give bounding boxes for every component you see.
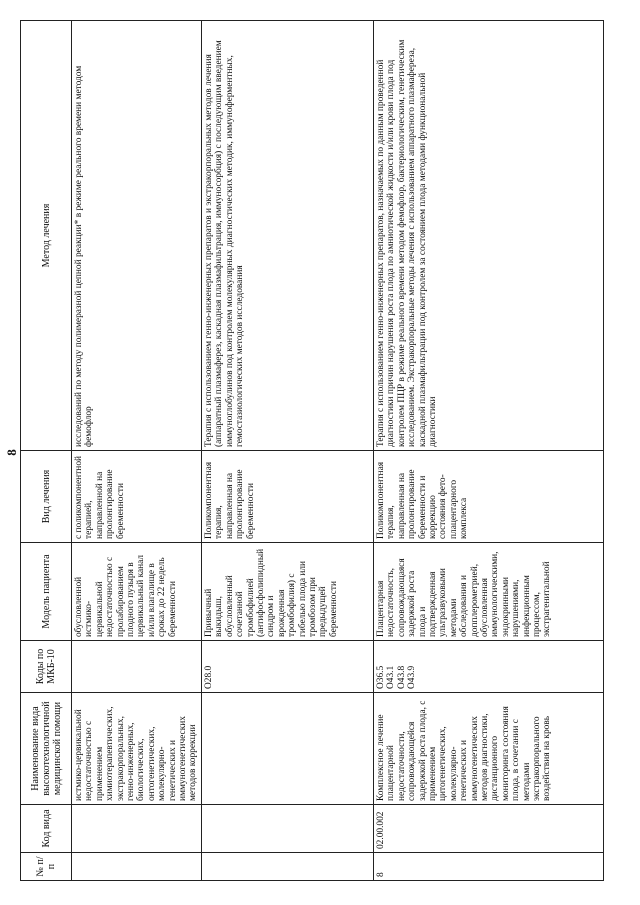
cell-treatment-type: Поликомпонентная терапия, направленная на пролонгирование беременности и коррекцию состояния фето-плацентарного комплекса <box>373 451 603 543</box>
page-number: 8 <box>4 449 19 456</box>
treatment-table <box>20 20 604 881</box>
cell-icd-codes: O36.5 O43.1 O43.8 O43.9 <box>373 641 603 693</box>
header-row <box>21 21 72 881</box>
cell-care-type <box>201 693 373 805</box>
table-row <box>72 21 202 881</box>
col-header-patient-model: Модель пациента <box>21 543 72 641</box>
cell-care-type: Комплексное лечение плацентарной недостаточности, сопровождающейся задержкой роста плода, с применением цитогенетических, молекулярно-генетических и иммуногенетических методов диагностики, дистанционного мониторинга состояния плода, в сочетании с методами экстракорпорального воздействия на кровь <box>373 693 603 805</box>
col-header-treatment-type: Вид лечения <box>21 451 72 543</box>
cell-treatment-method: исследований по методу полимеразной цепной реакции* в режиме реального времени методом фемофлор <box>72 21 202 451</box>
cell-treatment-type: Поликомпонентная терапия, направленная на пролонгирование беременности <box>201 451 373 543</box>
table-row <box>373 21 603 881</box>
cell-patient-model: Привычный выкидыш, обусловленный сочетанной тромбофилией (антифосфолипидный синдром и врожденная тромбофилия) с гибелью плода или тромбозом при предыдущей беременности <box>201 543 373 641</box>
cell-code: 02.00.002 <box>373 805 603 853</box>
col-header-icd-codes: Коды по МКБ-10 <box>21 641 72 693</box>
cell-number: 8 <box>373 853 603 881</box>
table-row <box>201 21 373 881</box>
cell-icd-codes: O28.0 <box>201 641 373 693</box>
cell-treatment-method: Терапия с использованием генно-инженерных препаратов и экстракорпоральных методов лечения (аппаратный плазмаферез, каскадная плазмафильтрация, иммуносорбция) с последующим введением иммуноглобулинов под контролем молекулярных диагностических методик, иммуноферментных, гемостазиологических методов исследования <box>201 21 373 451</box>
cell-number <box>201 853 373 881</box>
cell-patient-model: обусловленной истмико-цервикальной недостаточностью с пролабированием плодного пузыря в цервикальный канал и/или влагалище в сроках до 22 недель беременности <box>72 543 202 641</box>
col-header-number: № п/п <box>21 853 72 881</box>
cell-number <box>72 853 202 881</box>
cell-treatment-type: с поликомпонентной терапией, направленной на пролонгирование беременности <box>72 451 202 543</box>
cell-care-type: истмико-цервикальной недостаточностью с применением химиотерапевтических, экстракорпоральных, генно-инженерных, биологических, онтогенетических, молекулярно-генетических и иммуногенетических методов коррекции <box>72 693 202 805</box>
cell-code <box>201 805 373 853</box>
col-header-treatment-method: Метод лечения <box>21 21 72 451</box>
cell-treatment-method: Терапия с использованием генно-инженерных препаратов, назначаемых по данным проведенной диагностики причин нарушения роста плода по амниотической жидкости и/или крови плода под контролем ПЦР в режиме реального времени методом фемофлор, бактериологическим, генетическим исследованием. Экстракорпоральные методы лечения с использованием аппаратного плазмафереза, каскадной плазмафильтрации под контролем за состоянием плода методами функциональной диагностики <box>373 21 603 451</box>
cell-icd-codes <box>72 641 202 693</box>
cell-patient-model: Плацентарная недостаточность, сопровождающаяся задержкой роста плода и подтвержденная ультразвуковыми методами обследования и допплерометрией, обусловленная иммунологическими, эндокринными нарушениями, инфекционным процессом, экстрагенитальной <box>373 543 603 641</box>
col-header-care-type: Наименование вида высокотехнологичной медицинской помощи <box>21 693 72 805</box>
cell-code <box>72 805 202 853</box>
col-header-code: Код вида <box>21 805 72 853</box>
